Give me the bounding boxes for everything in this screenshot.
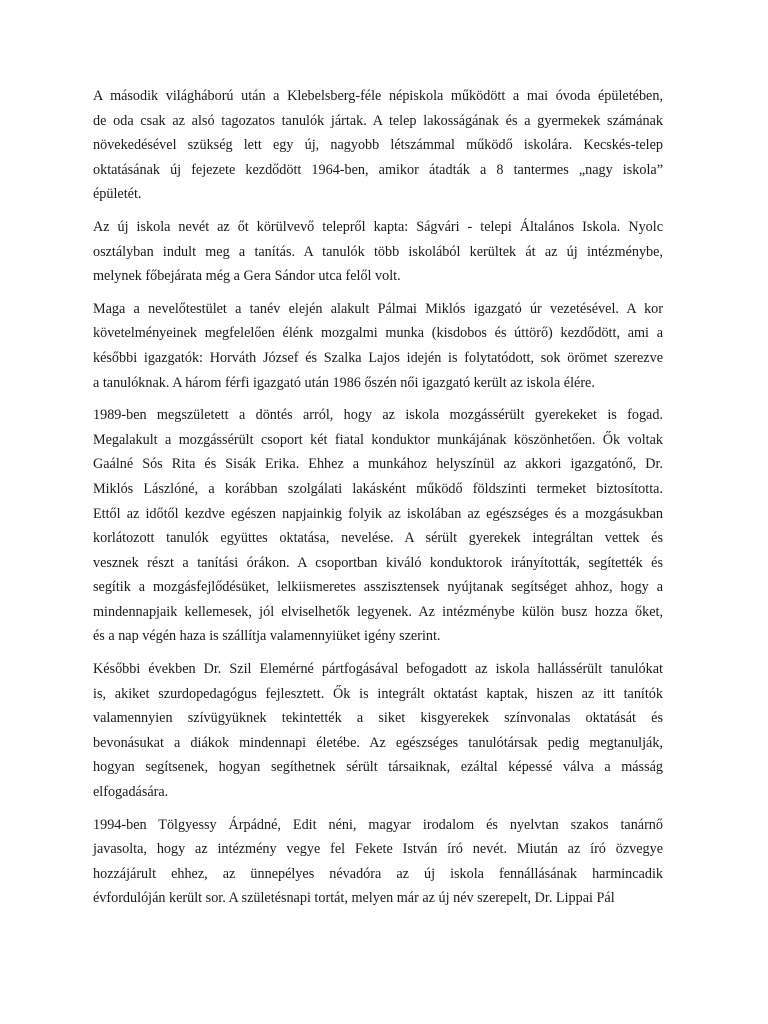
text-line: de oda csak az alsó tagozatos tanulók jártak. A telep lakosságának és a gyermekek számának [93,112,663,129]
text-line: bevonásukat a diákok mindennapi életébe. Az egészséges tanulótársak pedig megtanulják, [93,734,663,751]
paragraph [93,84,663,207]
text-line: hogyan segítsenek, hogyan segíthetnek sérült társaiknak, ezáltal képessé válva a másság [93,759,663,776]
text-line: A második világháború után a Klebelsberg-féle népiskola működött a mai óvoda épületében, [93,88,663,104]
text-line: 1994-ben Tölgyessy Árpádné, Edit néni, magyar irodalom és nyelvtan szakos tanárnő [93,816,663,833]
text-line: a tanulóknak. A három férfi igazgató után 1986 őszén női igazgató került az iskola élére. [93,374,595,391]
text-line: osztályban indult meg a tanítás. A tanulók több iskolából kerültek át az új intézménybe, [93,243,663,260]
paragraph [93,657,663,805]
text-line: Későbbi években Dr. Szil Elemérné pártfogásával befogadott az iskola hallássérült tanulókat [93,661,663,678]
text-line: Ettől az időtől kezdve egészen napjainkig folyik az iskolában az egészséges és a mozgásukban [93,505,663,522]
paragraph [93,813,663,911]
document-body [93,84,663,919]
text-line: hozzájárult ehhez, az ünnepélyes névadóra az új iskola fennállásának harmincadik [93,865,663,882]
text-line: Miklós Lászlóné, a korábban szolgálati lakásként működő földszinti termeket biztosította. [93,480,663,497]
text-line: Gaálné Sós Rita és Sisák Erika. Ehhez a munkához helyszínül az akkori igazgatónő, Dr. [93,456,663,473]
text-line: mindennapjaik kellemesek, jól elviselhetők legyenek. Az intézménybe külön busz hozza őket, [93,603,663,620]
text-line: évfordulóján került sor. A születésnapi tortát, melyen már az új név szerepelt, Dr. Lippai Pál [93,890,615,907]
text-line: követelményeinek megfelelően élénk mozgalmi munka (kisdobos és úttörő) kezdődött, ami a [93,325,663,342]
text-line: későbbi igazgatók: Horváth József és Szalka Lajos idején is folytatódott, sok örömet szerezve [93,349,663,366]
text-line: 1989-ben megszületett a döntés arról, hogy az iskola mozgássérült gyerekeket is fogad. [93,407,663,424]
paragraph [93,297,663,395]
text-line: Az új iskola nevét az őt körülvevő telepről kapta: Ságvári - telepi Általános Iskola. Nyolc [93,218,663,235]
paragraph [93,403,663,649]
text-line: elfogadására. [93,784,169,801]
text-line: javasolta, hogy az intézmény vegye fel Fekete István író nevét. Miután az író özvegye [93,841,663,858]
text-line: is, akiket szurdopedagógus fejlesztett. Ők is integrált oktatást kaptak, hiszen az itt tanítók [93,685,663,702]
text-line: korlátozott tanulók együttes oktatása, nevelése. A sérült gyerekek integráltan vettek és [93,530,663,547]
text-line: oktatásának új fejezete kezdődött 1964-ben, amikor átadták a 8 tantermes „nagy iskola” [93,161,663,178]
text-line: Maga a nevelőtestület a tanév elején alakult Pálmai Miklós igazgató úr vezetésével. A kor [93,300,663,317]
text-line: Megalakult a mozgássérült csoport két fiatal konduktor munkájának köszönhetően. Ők voltak [93,431,663,448]
text-line: épületét. [93,186,142,203]
text-line: segítik a mozgásfejlődésüket, lelkiismeretes asszisztensek nyújtanak segítséget ahhoz, hogy a [93,579,663,596]
text-line: vesznek részt a tanítási órákon. A csoportban kiváló konduktorok irányították, segítették és [93,554,663,571]
text-line: növekedésével szükség lett egy új, nagyobb létszámmal működő iskolára. Kecskés-telep [93,137,663,154]
text-line: és a nap végén haza is szállítja valamennyiüket igény szerint. [93,628,441,645]
text-line: valamennyien szívügyüknek tekintették a siket kisgyerekek színvonalas oktatását és [93,710,663,727]
text-line: melynek főbejárata még a Gera Sándor utca felől volt. [93,268,401,285]
paragraph [93,215,663,289]
